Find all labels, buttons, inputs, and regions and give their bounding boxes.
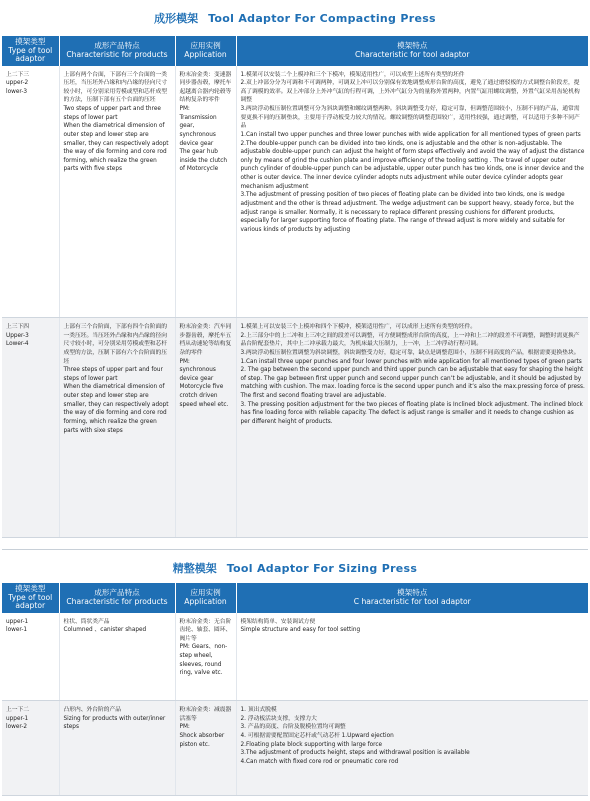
section-title-en: Tool Adaptor For Sizing Press bbox=[226, 562, 418, 575]
section-title-en: Tool Adaptor For Compacting Press bbox=[208, 12, 436, 25]
section-title-compacting bbox=[0, 10, 590, 26]
features-cell: 1.模架上可以安装三个上模冲和四个下模冲，模架适用性广，可以成形上述所有类型的坯件。 2.上三部分中的上二冲和上三冲之间的段差可以调整，可方便调整成形台阶的高度，上一冲和上二冲的段差不可调整，调整时需更换产品台阶配套垫片，其中上二冲承载力最大，为机床最大压制力，上一冲，上二冲浮动行程可调。 3.两块浮动板压制位置调整为斜块调整，斜块调整受力好，稳定可靠，缺点是调整范围小，压制不同高度的产品，根据需要更换垫块。 1.Can install three upper punches and four lower punches with wide application for all mentioned types of green parts 2. The gap between the second upper punch and third upper punch can be adjustable that easy for shaping the height of step. The gap between first upper punch and second upper punch can’t be adjustable, and it should be adjusted by matching with cushion. The max. loading force is the second upper punch and it’s also the max.pressing force of press. The first and second floating travel are adjustable. 3. The pressing position adjustment for the two pieces of floating plate is Inclined block adjustment. The inclined block has fine loading force with reliable capacity. The defect is adjust range is smaller and it needs to change cushion as per different height of products. bbox=[236, 318, 588, 538]
header-features: 模架特点 Characteristic for tool adaptor bbox=[236, 36, 588, 66]
features-cell: 模架结构简单、安装调试方便 Simple structure and easy for tool setting bbox=[236, 613, 588, 701]
type-cell: upper-1 lower-1 bbox=[2, 613, 59, 701]
header-type: 摸架类型 Type of tool adaptor bbox=[2, 36, 59, 66]
table-row bbox=[2, 318, 588, 538]
header-application: 应用实例 Application bbox=[175, 583, 236, 613]
characteristic-cell: 上部有三个台阶面，下部有四个台阶面的一类压坯。当压坯外凸缘和内凸缘的径向尺寸较小时，可分别采用劳模或型和芯杆成型的方法，压制下部有六个台阶面的压坯 Three steps of upper part and four steps of lower part When the diametrical dimension of outer step and lower step are smaller, they can respectively adopt the way of die forming and core rod forming, which realize the green parts with sixe steps bbox=[59, 318, 175, 538]
section-title-cn: 精整模架 bbox=[172, 562, 217, 575]
header-features: 模架特点 C haracteristic for tool adaptor bbox=[236, 583, 588, 613]
compacting-adaptor-table bbox=[2, 36, 588, 538]
table-row bbox=[2, 701, 588, 796]
header-characteristic: 成形产品特点 Characteristic for products bbox=[59, 36, 175, 66]
characteristic-cell: 凸形内、外台阶的产品 Sizing for products with outer/inner steps bbox=[59, 701, 175, 796]
header-application: 应用实例 Application bbox=[175, 36, 236, 66]
type-cell: 上二下三 upper-2 lower-3 bbox=[2, 66, 59, 318]
characteristic-cell: 柱状、筒状类产品 Columned 、canister shaped bbox=[59, 613, 175, 701]
section-title-sizing bbox=[0, 560, 590, 576]
type-cell: 上一下二 upper-1 lower-2 bbox=[2, 701, 59, 796]
sizing-adaptor-table bbox=[2, 583, 588, 796]
table-row bbox=[2, 66, 588, 318]
table-row bbox=[2, 613, 588, 701]
header-type: 摸架类型 Type of tool adaptor bbox=[2, 583, 59, 613]
application-cell: 粉末冶金类：减震器活塞等 PM: Shock absorber piston etc. bbox=[175, 701, 236, 796]
features-cell: 1.模架可以安装二个上模冲和三个下模冲，模架适用性广，可以成型上述所有类型的坯件 2.双上冲部分分为可调和不可调两种，可调双上冲可以分别保有效地调整成形台阶的高度，避免了通过磨驳板的方式调整台阶段差，提高了调模的效率。双上冲部分上外冲气缸的行程可调，上外冲气缸分为的量称外置两种，内置气缸用螺纹调整，外置气缸采用齿轮机构调整 3.两块浮动板压制位置调整可分为斜块调整和螺纹调整两种。斜块调整受力好，稳定可靠，但调整范围较小，压制不同的产品，通常需要更换不同的压制垫块，主要用于浮动板受力较大的情况。螺纹调整的调整范围较广，适用性较强，通过调整，可以适用于多种不同产品 1.Can install two upper punches and three lower punches with wide application for all mentioned types of green parts 2.The double-upper punch can be divided into two kinds, one is adjustable and the other is non-adjustable. The adjustable double-upper punch can adjust the height of form steps effectively and avoid the way of adjust the distance only by means of grind the cushion plate and improve efficiency of the tooling setting . The travel of upper outer punch cylinder of double-upper punch can be adjustable, upper outer punch has two kinds, one is inner device and the other is outer device. The inner device cylinder adopts nuts adjustment while outer device cylinder adopts gear mechanism adjustment 3.The adjustment of pressing position of two pieces of floating plate can be divided into two kinds, one is wedge adjustment and the other is thread adjustment. The wedge adjustment can be support heavy, steady force, but the adjust range is smaller. Normally, it is necessary to replace different pressing cushions for different products, especially for larger supporting force of floating plate. The range of thread adjust is more widely and suitable for various kinds of products by adjusting bbox=[236, 66, 588, 318]
application-cell: 粉末冶金类：无台阶齿轮、轴套、圆环、阀片等 PM: Gears、non-step wheel, sleeves, round ring, valve etc. bbox=[175, 613, 236, 701]
application-cell: 粉末冶金类：变速器同步器齿毂，摩托车起越离合器内轮毂等结构复杂的零件 PM: Transmission gear, synchronous device gear The gear hub inside the clutch of Motorcycle bbox=[175, 66, 236, 318]
characteristic-cell: 上部有两个台面，下部有三个台面的一类压坯，当压坯外凸缘和内凸缘的径向尺寸较小时，可分别采用劳模或型和芯杆成型的方法，压制下部有五个台面的压坯 Two steps of upper part and three steps of lower part When the diametrical dimension of outer step and lower step are smaller, they can respectively adopt the way of die forming and core rod forming, which realize the green parts with five steps bbox=[59, 66, 175, 318]
features-cell: 1. 顶出式脱模 2. 浮动板活块支撑，支撑力大 3. 产品的高度、台阶及脱模位置均可调整 4. 可根据需要配置固定芯杆或气动芯杆 1.Upward ejection 2.Floating plate block supporting with large force 3.The adjustment of products height, steps and withdrawal position is available 4.Can match with fixed core rod or pneumatic core rod bbox=[236, 701, 588, 796]
header-characteristic: 成形产品特点 Characteristic for products bbox=[59, 583, 175, 613]
section-divider bbox=[2, 549, 588, 550]
application-cell: 粉末冶金类：汽车同步器齿毂，摩托车五档从动速轮等结构复杂的零件 PM: synchronous device gear Motorcycle five crotch driven speed wheel etc. bbox=[175, 318, 236, 538]
section-title-cn: 成形模架 bbox=[154, 12, 199, 25]
type-cell: 上三下四 Upper-3 Lower-4 bbox=[2, 318, 59, 538]
